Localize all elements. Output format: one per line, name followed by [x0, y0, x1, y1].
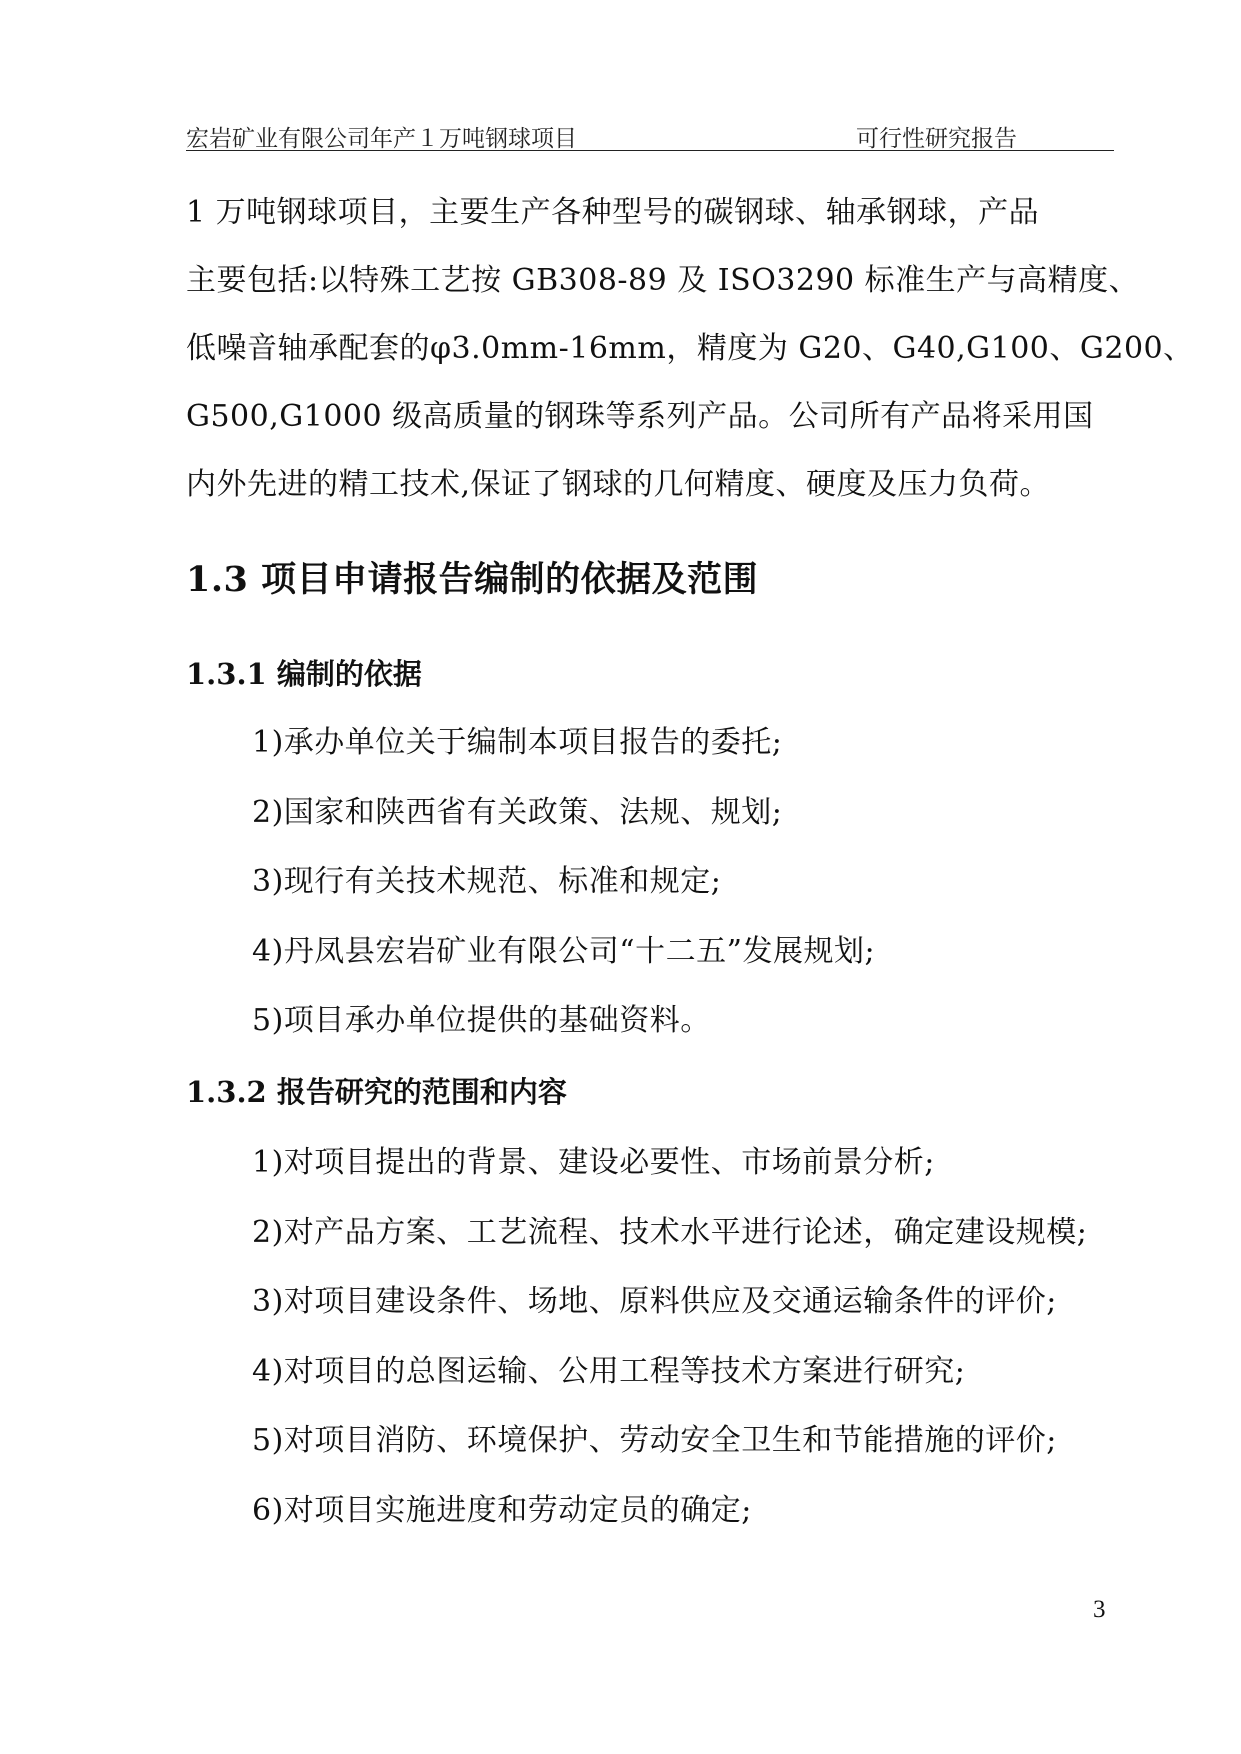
list-item: 4)对项目的总图运输、公用工程等技术方案进行研究; — [252, 1353, 966, 1389]
intro-line: G500,G1000 级高质量的钢珠等系列产品。公司所有产品将采用国 — [186, 399, 1094, 434]
intro-line: 1 万吨钢球项目，主要生产各种型号的碳钢球、轴承钢球，产品 — [186, 195, 1040, 230]
page-number: 3 — [1093, 1596, 1106, 1623]
list-item: 1)承办单位关于编制本项目报告的委托; — [252, 725, 783, 760]
header-project-title: 宏岩矿业有限公司年产１万吨钢球项目 — [186, 126, 577, 151]
intro-paragraph — [186, 179, 1194, 519]
subsection-heading-scope: 1.3.2 报告研究的范围和内容 — [186, 1075, 567, 1109]
header-report-type: 可行性研究报告 — [856, 126, 1017, 151]
intro-line: 主要包括:以特殊工艺按 GB308-89 及 ISO3290 标准生产与高精度、 — [186, 263, 1140, 298]
list-item: 5)对项目消防、环境保护、劳动安全卫生和节能措施的评价; — [252, 1423, 1057, 1458]
intro-line: 内外先进的精工技术,保证了钢球的几何精度、硬度及压力负荷。 — [186, 467, 1051, 502]
subsection-heading-basis: 1.3.1 编制的依据 — [186, 657, 422, 691]
section-heading: 1.3 项目申请报告编制的依据及范围 — [186, 559, 759, 600]
intro-line: 低噪音轴承配套的φ3.0mm-16mm，精度为 G20、G40,G100、G200、 — [186, 331, 1194, 366]
list-item: 6)对项目实施进度和劳动定员的确定; — [252, 1492, 752, 1528]
list-item: 1)对项目提出的背景、建设必要性、市场前景分析; — [252, 1145, 935, 1180]
list-item: 2)对产品方案、工艺流程、技术水平进行论述，确定建设规模; — [252, 1214, 1088, 1250]
list-item: 5)项目承办单位提供的基础资料。 — [252, 1003, 711, 1038]
list-item: 4)丹凤县宏岩矿业有限公司“十二五”发展规划; — [252, 933, 876, 969]
basis-list — [252, 708, 875, 1056]
scope-list — [252, 1128, 1087, 1545]
page-header — [186, 116, 1114, 151]
list-item: 3)对项目建设条件、场地、原料供应及交通运输条件的评价; — [252, 1284, 1057, 1319]
list-item: 2)国家和陕西省有关政策、法规、规划; — [252, 794, 783, 830]
list-item: 3)现行有关技术规范、标准和规定; — [252, 864, 722, 899]
